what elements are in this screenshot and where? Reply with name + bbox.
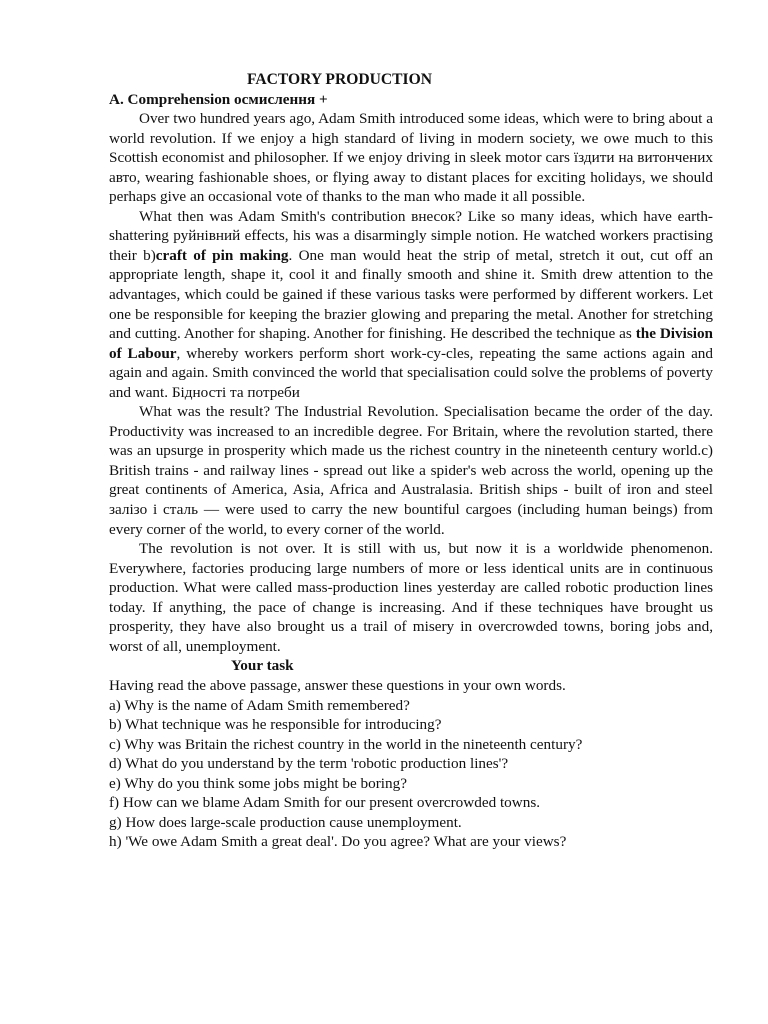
section-heading: A. Comprehension осмислення + — [109, 90, 328, 108]
task-intro: Having read the above passage, answer these questions in your own words. — [109, 676, 566, 694]
bold-term-division-of-labour: the Division of Labour — [109, 325, 713, 362]
paragraph-text: What then was Adam Smith's contribution внесок? Like so many ideas, which have earth-shattering руйнівний effects, his was a disarmingly simple notion. He watched workers practising their b) — [109, 207, 713, 264]
paragraph-1 — [109, 109, 713, 207]
question-item: d) What do you understand by the term 'robotic production lines'? — [109, 755, 509, 773]
paragraph-text: Over two hundred years ago, Adam Smith introduced some ideas, which were to bring about a world revolution. If we enjoy a high standard of living in modern society, we owe much to this Scottish economist and philosopher. If we enjoy driving in sleek motor cars їздити на витончених авто, wearing fashionable shoes, or flying away to distant places for exciting holidays, we should perhaps give an occasional vote of thanks to the man who made it all possible. — [109, 110, 713, 206]
question-item: c) Why was Britain the richest country in the world in the nineteenth century? — [109, 735, 583, 753]
question-list — [109, 696, 713, 852]
question-item: b) What technique was he responsible for introducing? — [109, 716, 442, 734]
document-page — [109, 70, 713, 852]
paragraph-text: , whereby workers perform short work-cy-cles, repeating the same actions again and again and again. Smith convinced the world that specialisation could solve the problems of poverty and want. Бідності та потреби — [109, 344, 713, 401]
task-heading: Your task — [231, 657, 294, 675]
paragraph-text: The revolution is not over. It is still with us, but now it is a worldwide phenomenon. Everywhere, factories producing large numbers of more or less identical units are in continuous production. What were called mass-production lines yesterday are called robotic production lines today. If anything, the pace of change is increasing. And if these techniques have brought us prosperity, they have also brought us a trail of misery in overcrowded towns, boring jobs and, worst of all, unemployment. — [109, 540, 713, 655]
question-item: e) Why do you think some jobs might be boring? — [109, 774, 407, 792]
paragraph-3 — [109, 402, 713, 539]
bold-term-pin-making: craft of pin making — [155, 246, 289, 264]
question-item: f) How can we blame Adam Smith for our present overcrowded towns. — [109, 794, 541, 812]
paragraph-text: What was the result? The Industrial Revolution. Specialisation became the order of the day. Productivity was increased to an incredible degree. For Britain, where the revolution started, there was an upsurge in prosperity which made us the richest country in the nineteenth century world.c) British trains - and railway lines - spread out like a spider's web across the world, opening up the great continents of America, Asia, Africa and Australasia. British ships - built of iron and steel залізо і сталь — were used to carry the new bountiful cargoes (including human beings) from every corner of the world, to every corner of the world. — [109, 403, 713, 538]
paragraph-4 — [109, 539, 713, 656]
question-item: a) Why is the name of Adam Smith remembered? — [109, 696, 410, 714]
document-title: FACTORY PRODUCTION — [247, 71, 432, 88]
question-item: h) 'We owe Adam Smith a great deal'. Do you agree? What are your views? — [109, 833, 567, 851]
paragraph-text: . One man would heat the strip of metal, stretch it out, cut off an appropriate length, shape it, cool it and finally smooth and shine it. Smith drew attention to the advantages, which could be gained if these various tasks were performed by different workers. Let one be responsible for keeping the brazier glowing and preparing the metal. Another for stretching and cutting. Another for shaping. Another for finishing. He described the technique as — [109, 246, 714, 343]
question-item: g) How does large-scale production cause unemployment. — [109, 813, 462, 831]
paragraph-2 — [109, 207, 713, 402]
